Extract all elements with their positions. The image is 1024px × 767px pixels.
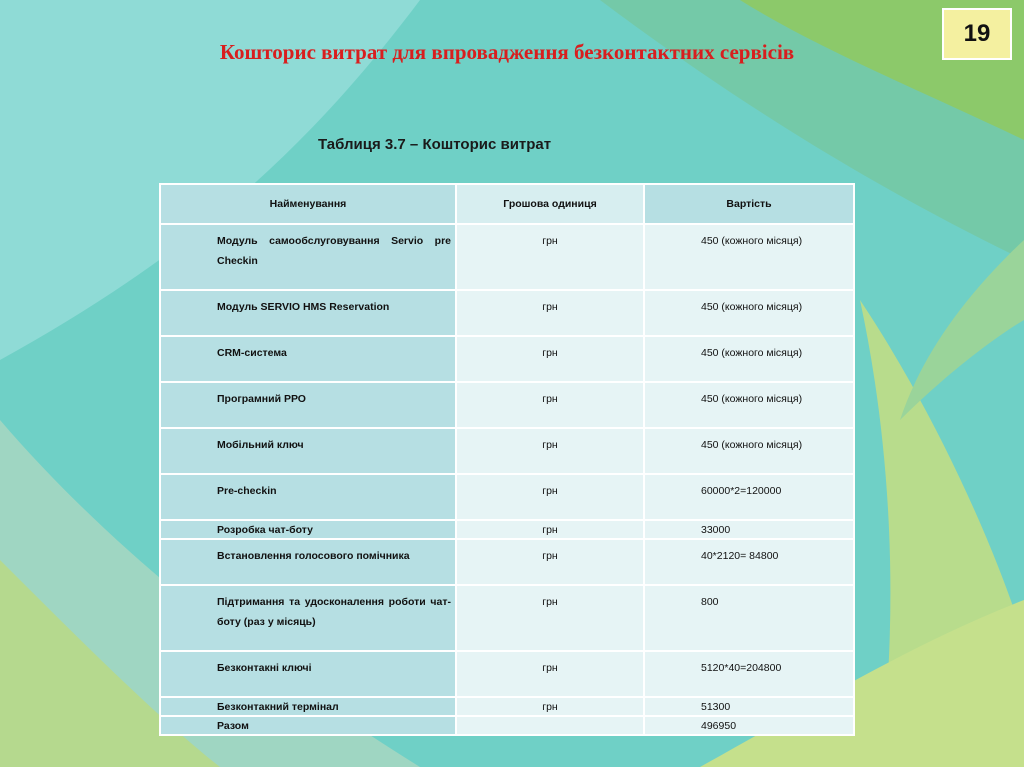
slide-number-badge: 19 [942, 8, 1012, 60]
table-row [160, 428, 854, 474]
table-row-total [160, 716, 854, 735]
cell-cost: 5120*40=204800 [644, 651, 854, 697]
cell-unit [456, 716, 644, 735]
header-name: Найменування [160, 184, 456, 224]
header-unit: Грошова одиниця [456, 184, 644, 224]
slide-title: Кошторис витрат для впровадження безконтактних сервісів [219, 40, 795, 64]
cell-cost: 450 (кожного місяця) [644, 428, 854, 474]
cell-cost: 33000 [644, 520, 854, 539]
cell-unit: грн [456, 382, 644, 428]
cell-name: Безконтакний термінал [160, 697, 456, 716]
table-row [160, 224, 854, 290]
cell-unit: грн [456, 474, 644, 520]
cell-unit: грн [456, 520, 644, 539]
cell-cost: 51300 [644, 697, 854, 716]
table-row [160, 651, 854, 697]
table-row [160, 539, 854, 585]
cell-cost: 450 (кожного місяця) [644, 382, 854, 428]
cell-unit: грн [456, 585, 644, 651]
table-header-row [160, 184, 854, 224]
cell-name: Разом [160, 716, 456, 735]
header-cost: Вартість [644, 184, 854, 224]
table-caption: Таблиця 3.7 – Кошторис витрат [318, 136, 552, 153]
cell-name: Програмний РРО [160, 382, 456, 428]
cell-unit: грн [456, 336, 644, 382]
cell-cost: 450 (кожного місяця) [644, 224, 854, 290]
cost-table [159, 183, 855, 736]
cell-unit: грн [456, 428, 644, 474]
cell-cost: 800 [644, 585, 854, 651]
cell-name: Безконтакні ключі [160, 651, 456, 697]
table-row [160, 520, 854, 539]
cell-name: Pre-checkin [160, 474, 456, 520]
cell-name: Мобільний ключ [160, 428, 456, 474]
cell-cost: 40*2120= 84800 [644, 539, 854, 585]
cell-cost: 450 (кожного місяця) [644, 336, 854, 382]
cell-name: CRM-система [160, 336, 456, 382]
table-row [160, 290, 854, 336]
cell-unit: грн [456, 651, 644, 697]
cell-name: Встановлення голосового помічника [160, 539, 456, 585]
cell-unit: грн [456, 224, 644, 290]
table-row [160, 585, 854, 651]
cell-cost: 496950 [644, 716, 854, 735]
cell-cost: 60000*2=120000 [644, 474, 854, 520]
table-row [160, 697, 854, 716]
cell-unit: грн [456, 290, 644, 336]
cell-name: Розробка чат-боту [160, 520, 456, 539]
cell-name: Модуль самообслуговування Servio pre Checkin [160, 224, 456, 290]
cell-unit: грн [456, 539, 644, 585]
cell-cost: 450 (кожного місяця) [644, 290, 854, 336]
cell-unit: грн [456, 697, 644, 716]
cell-name: Підтримання та удосконалення роботи чат-боту (раз у місяць) [160, 585, 456, 651]
table-row [160, 336, 854, 382]
table-row [160, 382, 854, 428]
cell-name: Модуль SERVIO HMS Reservation [160, 290, 456, 336]
table-row [160, 474, 854, 520]
